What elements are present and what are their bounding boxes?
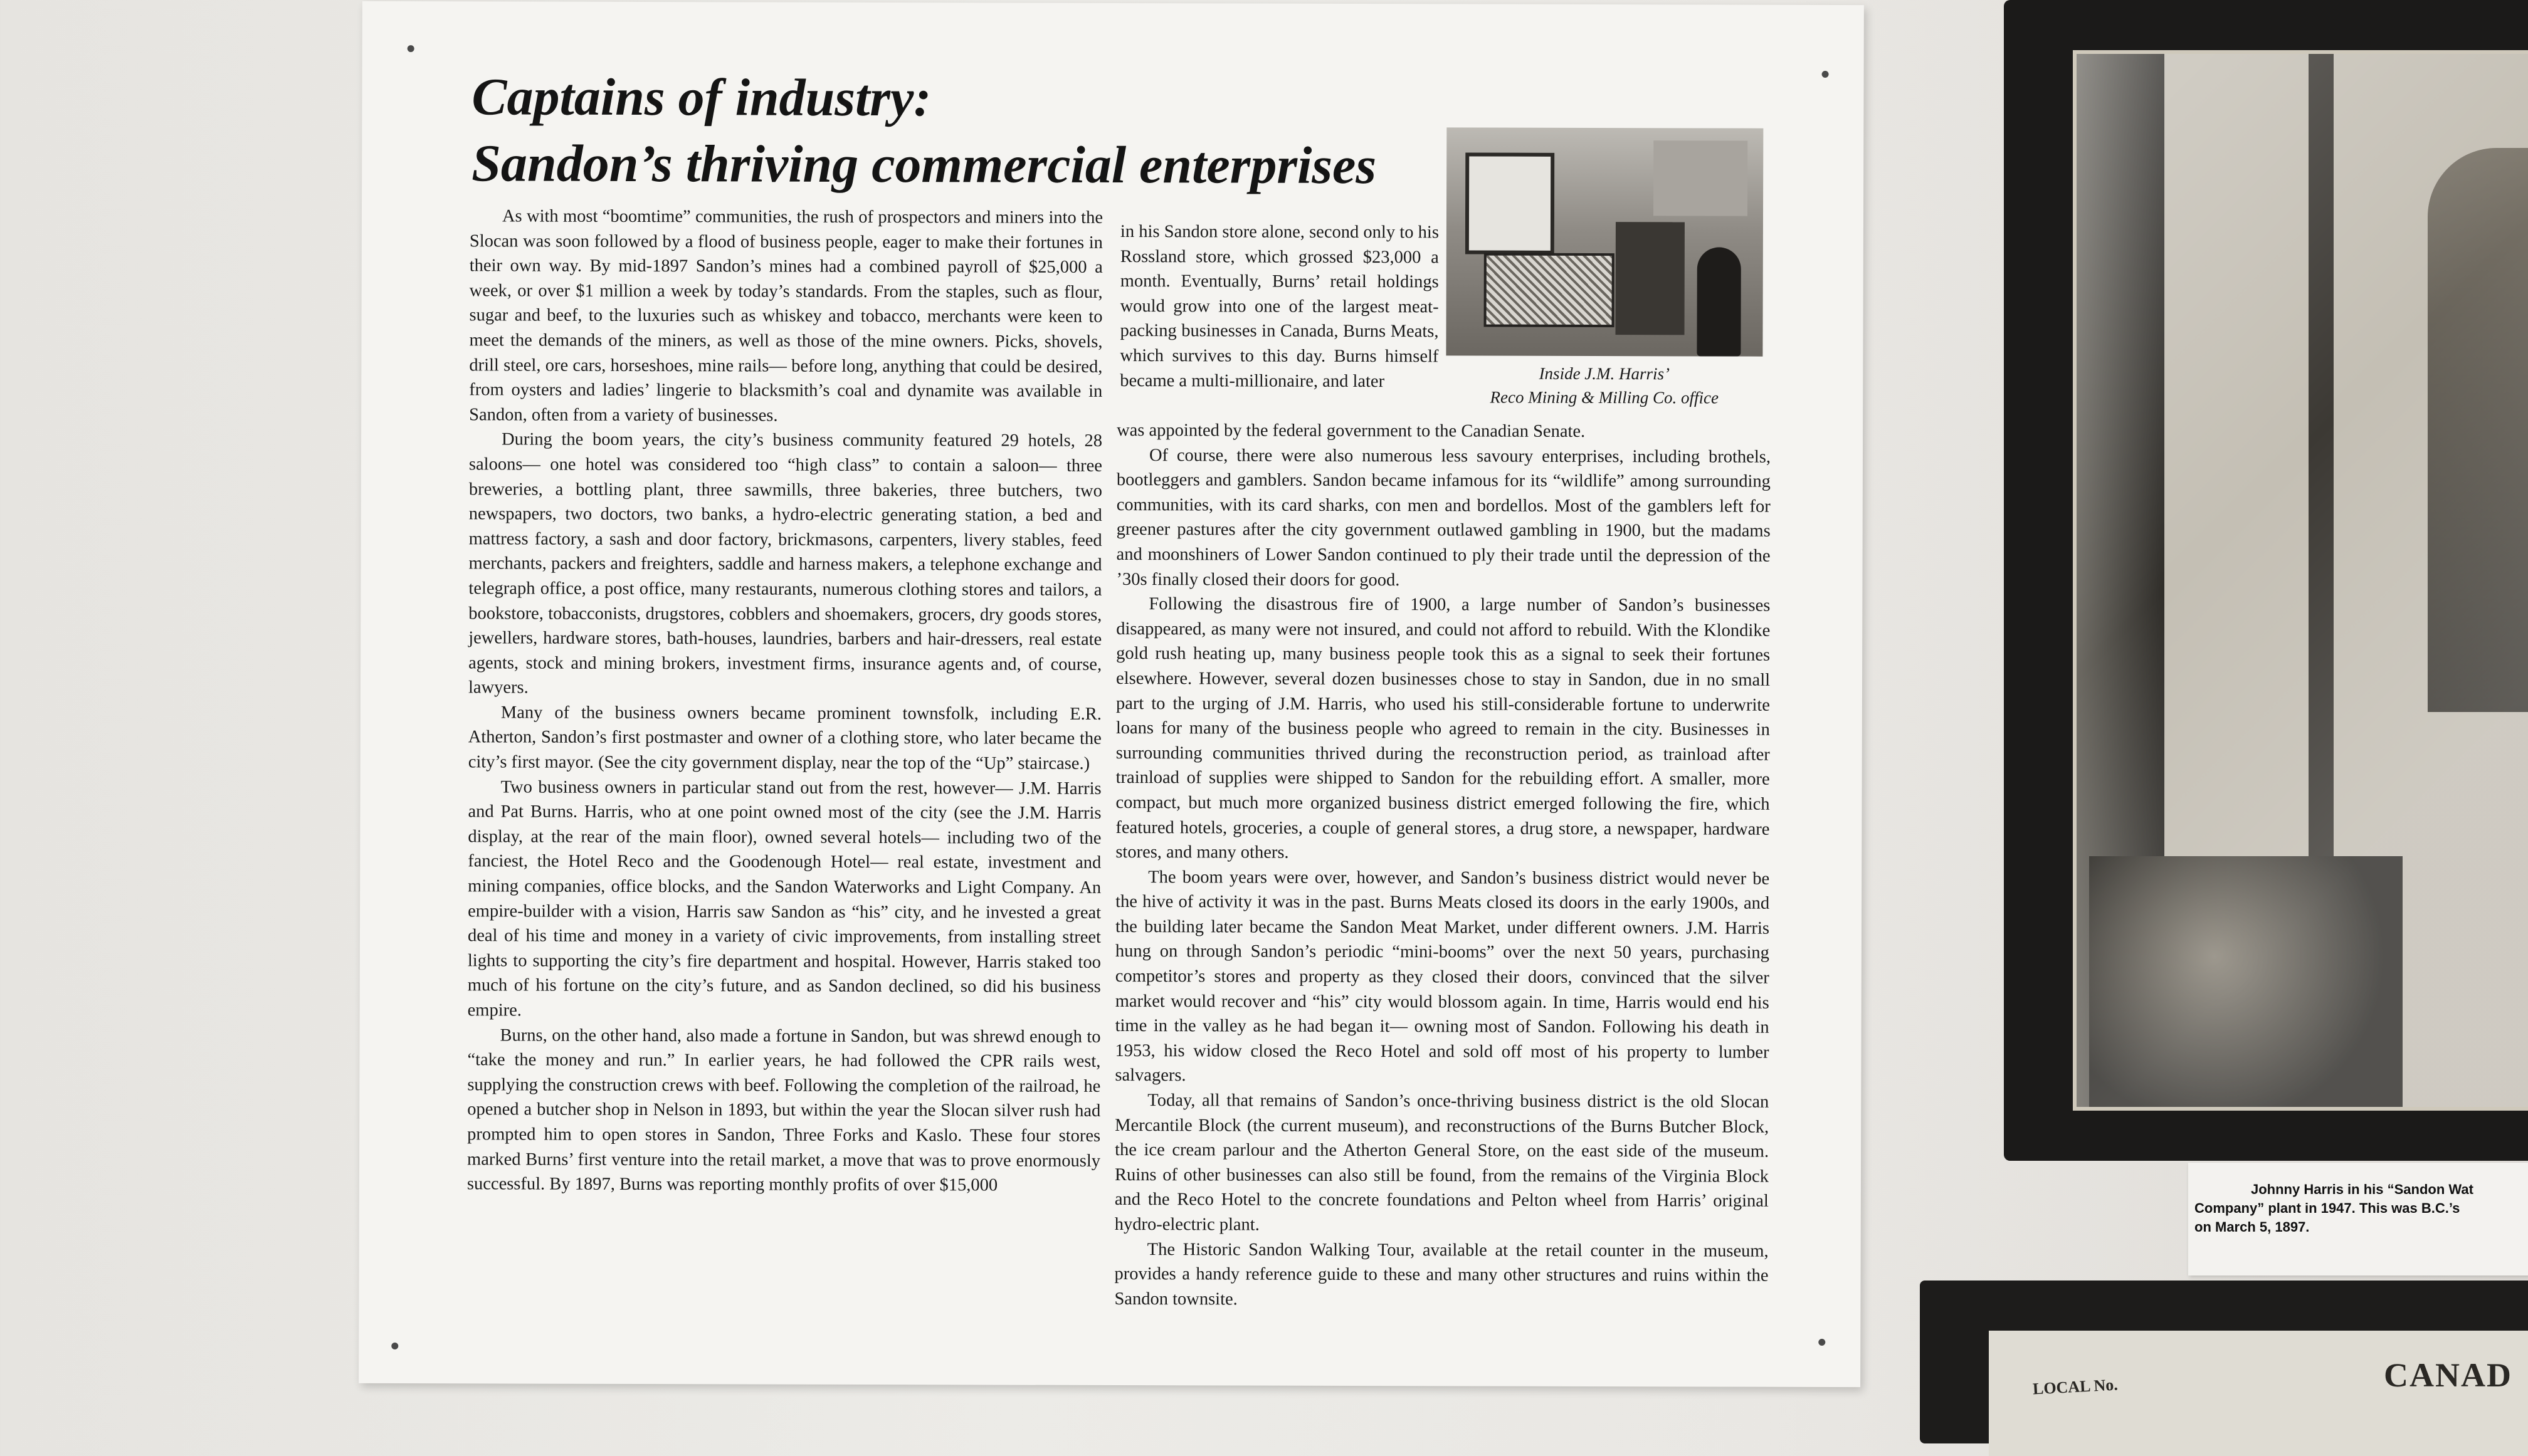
paragraph: Of course, there were also numerous less savoury enterprises, including brothels, bootleggers and gamblers. Sandon became infamous for its “wildlife” among surrounding communities, with its card sharks, con men and bordellos. Most of the gamblers left for greener pastures after the city government outlawed gambling in 1900, but the madams and moonshiners of Lower Sandon continued to ply their trade until the depression of the ’30s finally closed their doors for good. bbox=[1116, 445, 1771, 590]
article-column-2-top bbox=[1120, 219, 1439, 394]
paragraph: As with most “boomtime” communities, the rush of prospectors and miners into the Slocan was soon followed by a flood of business people, eager to make their fortunes in their own way. By mid-1897 Sandon’s mines had a combined payroll of $25,000 a week, or over $1 million a week by today’s standards. From the staples, such as flour, sugar and beef, to the luxuries such as whiskey and tobacco, merchants were keen to meet the demands of the miners, as well as those of the mine owners. Picks, shovels, drill steel, ore cars, horseshoes, mine rails— before long, anything that could be desired, from oysters and ladies’ lingerie to blacksmith’s coal and dynamite was available in Sandon, often from a variety of businesses. bbox=[469, 206, 1103, 426]
document-small-text: LOCAL No. bbox=[2032, 1375, 2119, 1398]
document-heading: CANAD bbox=[2384, 1356, 2512, 1394]
caption-line-1: Inside J.M. Harris’ bbox=[1539, 364, 1670, 384]
paragraph: in his Sandon store alone, second only to his Rossland store, which grossed $23,000 a month. Eventually, Burns’ retail holdings would grow into one of the largest meat-packing businesses in Canada, Burns Meats, which survives to this day. Burns himself became a multi-millionaire, and later bbox=[1120, 222, 1439, 391]
paragraph: was appointed by the federal government to the Canadian Senate. bbox=[1117, 421, 1586, 441]
paragraph: Today, all that remains of Sandon’s once-thriving business district is the old Slocan Mercantile Block (the current museum), and reconstructions of the Burns Butcher Block, the ice cream parlour and the Atherton General Store, on the east side of the museum. Ruins of other businesses can also still be found, from the remains of the Virginia Block and the Reco Hotel to the concrete foundations and Pelton wheel from Harris’ original hydro-electric plant. bbox=[1114, 1091, 1769, 1235]
office-photo bbox=[1446, 127, 1763, 356]
label-line-3: on March 5, 1897. bbox=[2194, 1219, 2310, 1235]
paragraph: During the boom years, the city’s business community featured 29 hotels, 28 saloons— one hotel was considered too “high class” to contain a saloon— three breweries, a bottling plant, three sawmills, three bakeries, three butchers, two newspapers, two doctors, two banks, a hydro-electric generating station, a bed and mattress factory, a sash and door factory, brickmasons, carpenters, livery stables, feed merchants, packers and freighters, saddle and harness makers, a telephone exchange and telegraph office, a post office, many restaurants, numerous clothing stores and tailors, a bookstore, tobacconists, drugstores, cobblers and shoemakers, grocers, dry goods stores, jewellers, hardware stores, bath-houses, laundries, barbers and hair-dressers, real estate agents, stock and mining brokers, investment firms, insurance agents and, of course, lawyers. bbox=[468, 429, 1103, 698]
paragraph: Two business owners in particular stand out from the rest, however— J.M. Harris and Pat Burns. Harris, who at one point owned most of the city (see the J.M. Harris display, at the rear of the main floor), owned several hotels— including two of the fanciest, the Hotel Reco and the Goodenough Hotel— real estate, investment and mining companies, office blocks, and the Sandon Waterworks and Light Company. An empire-builder with a vision, Harris saw Sandon as “his” city, and he invested a great deal of his time and money in a variety of civic improvements, from installing street lights to supporting the city’s fire department and hospital. However, Harris staked too much of his fortune on the city’s future, and as Sandon declined, so did his business empire. bbox=[467, 777, 1102, 1020]
framed-document bbox=[1920, 1281, 2528, 1443]
title-line-1: Captains of industry: bbox=[471, 68, 932, 128]
label-line-2: Company” plant in 1947. This was B.C.’s bbox=[2194, 1200, 2460, 1216]
caption-line-2: Reco Mining & Milling Co. office bbox=[1490, 387, 1719, 407]
paragraph: Many of the business owners became prominent townsfolk, including E.R. Atherton, Sandon’s first postmaster and owner of a clothing store, who later became the city’s first mayor. (See the city government display, near the top of the “Up” staircase.) bbox=[468, 703, 1102, 773]
pin-icon bbox=[391, 1343, 398, 1349]
machinery-photo bbox=[2073, 50, 2528, 1111]
pin-icon bbox=[408, 45, 414, 52]
photo-label-card bbox=[2188, 1163, 2528, 1275]
article-column-1 bbox=[467, 204, 1103, 1198]
paragraph: Following the disastrous fire of 1900, a large number of Sandon’s businesses disappeared, as many were not insured, and could not afford to rebuild. With the Klondike gold rush heating up, many business people took this as a signal to seek their fortunes elsewhere. However, several dozen businesses chose to stay in Sandon, due in no small part to the urging of J.M. Harris, who used his still-considerable fortune to underwrite loans for many of the business people who agreed to remain in the city. Businesses in surrounding communities thrived during the reconstruction period, as trainload after trainload of supplies were shipped to Sandon for the rebuilding effort. A smaller, more compact, but much more organized business district emerged following the fire, which featured hotels, groceries, a couple of general stores, a drug store, a newspaper, hardware stores, and many others. bbox=[1115, 594, 1771, 862]
paragraph: Burns, on the other hand, also made a fortune in Sandon, but was shrewd enough to “take the money and run.” In earlier years, he had followed the CPR rails west, supplying the construction crews with beef. Following the completion of the railroad, he opened a butcher shop in Nelson in 1893, but within the year the Slocan silver rush had prompted him to open stores in Sandon, Three Forks and Kaslo. These four stores marked Burns’ first venture into the retail market, a move that was to prove enormously successful. By 1897, Burns was reporting monthly profits of over $15,000 bbox=[466, 1025, 1101, 1195]
paragraph: The Historic Sandon Walking Tour, available at the retail counter in the museum, provides a handy reference guide to these and many other structures and ruins within the Sandon townsite. bbox=[1114, 1239, 1769, 1309]
label-line-1: Johnny Harris in his “Sandon Wat bbox=[2251, 1181, 2473, 1197]
pin-icon bbox=[1822, 71, 1829, 78]
paragraph: The boom years were over, however, and Sandon’s business district would never be the hive of activity it was in the past. Burns Meats closed its doors in the early 1900s, and the building later became the Sandon Meat Market, under different owners. J.M. Harris hung on through Sandon’s periodic “mini-booms” over the next 50 years, purchasing competitor’s stores and property as they closed their doors, convinced that the silver market would recover and “his” city would blossom again. In time, Harris would end his time in the valley as he had began it— owning most of Sandon. Following his death in 1953, his widow closed the Reco Hotel and sold off most of his property to lumber salvagers. bbox=[1115, 867, 1770, 1086]
photo-caption bbox=[1440, 361, 1769, 409]
article-column-2 bbox=[1114, 418, 1771, 1313]
title-line-2: Sandon’s thriving commercial enterprises bbox=[471, 134, 1377, 196]
poster-title bbox=[471, 64, 1376, 199]
museum-poster bbox=[359, 1, 1864, 1387]
framed-photo bbox=[2004, 0, 2528, 1161]
pin-icon bbox=[1818, 1339, 1825, 1346]
